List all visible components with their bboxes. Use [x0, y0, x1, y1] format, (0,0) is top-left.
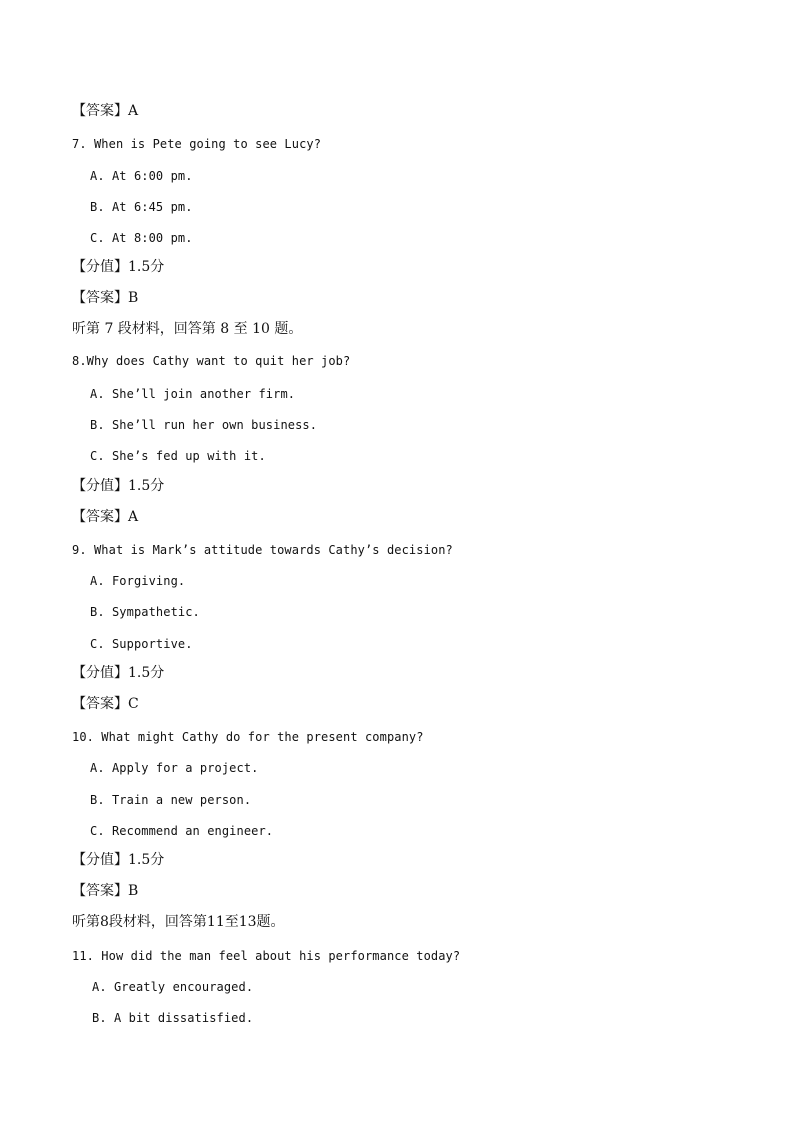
q9-option-c: C. Supportive. [90, 637, 193, 651]
question-10: 10. What might Cathy do for the present company? [72, 730, 424, 744]
score-label: 【分值】1.5分 [72, 665, 165, 681]
section-instruction: 听第 7 段材料，回答第 8 至 10 题。 [72, 321, 303, 337]
score-label: 【分值】1.5分 [72, 259, 165, 275]
answer-label: 【答案】A [72, 509, 139, 525]
q10-option-c: C. Recommend an engineer. [90, 824, 274, 838]
question-9: 9. What is Mark’s attitude towards Cathy’s decision? [72, 543, 453, 557]
score-label: 【分值】1.5分 [72, 852, 165, 868]
q11-option-a: A. Greatly encouraged. [92, 980, 254, 994]
q10-option-b: B. Train a new person. [90, 793, 252, 807]
q8-option-a: A. She’ll join another firm. [90, 387, 296, 401]
answer-label: 【答案】A [72, 103, 139, 119]
question-11: 11. How did the man feel about his performance today? [72, 949, 461, 963]
answer-label: 【答案】C [72, 696, 139, 712]
q8-option-c: C. She’s fed up with it. [90, 449, 266, 463]
section-instruction: 听第8段材料，回答第11至13题。 [72, 914, 285, 930]
answer-label: 【答案】B [72, 290, 139, 306]
q10-option-a: A. Apply for a project. [90, 761, 259, 775]
q7-option-b: B. At 6:45 pm. [90, 200, 193, 214]
q7-option-c: C. At 8:00 pm. [90, 231, 193, 245]
score-label: 【分值】1.5分 [72, 478, 165, 494]
question-7: 7. When is Pete going to see Lucy? [72, 137, 322, 151]
q9-option-a: A. Forgiving. [90, 574, 186, 588]
answer-label: 【答案】B [72, 883, 139, 899]
q7-option-a: A. At 6:00 pm. [90, 169, 193, 183]
q8-option-b: B. She’ll run her own business. [90, 418, 318, 432]
question-8: 8.Why does Cathy want to quit her job? [72, 354, 351, 368]
q11-option-b: B. A bit dissatisfied. [92, 1011, 254, 1025]
q9-option-b: B. Sympathetic. [90, 605, 200, 619]
